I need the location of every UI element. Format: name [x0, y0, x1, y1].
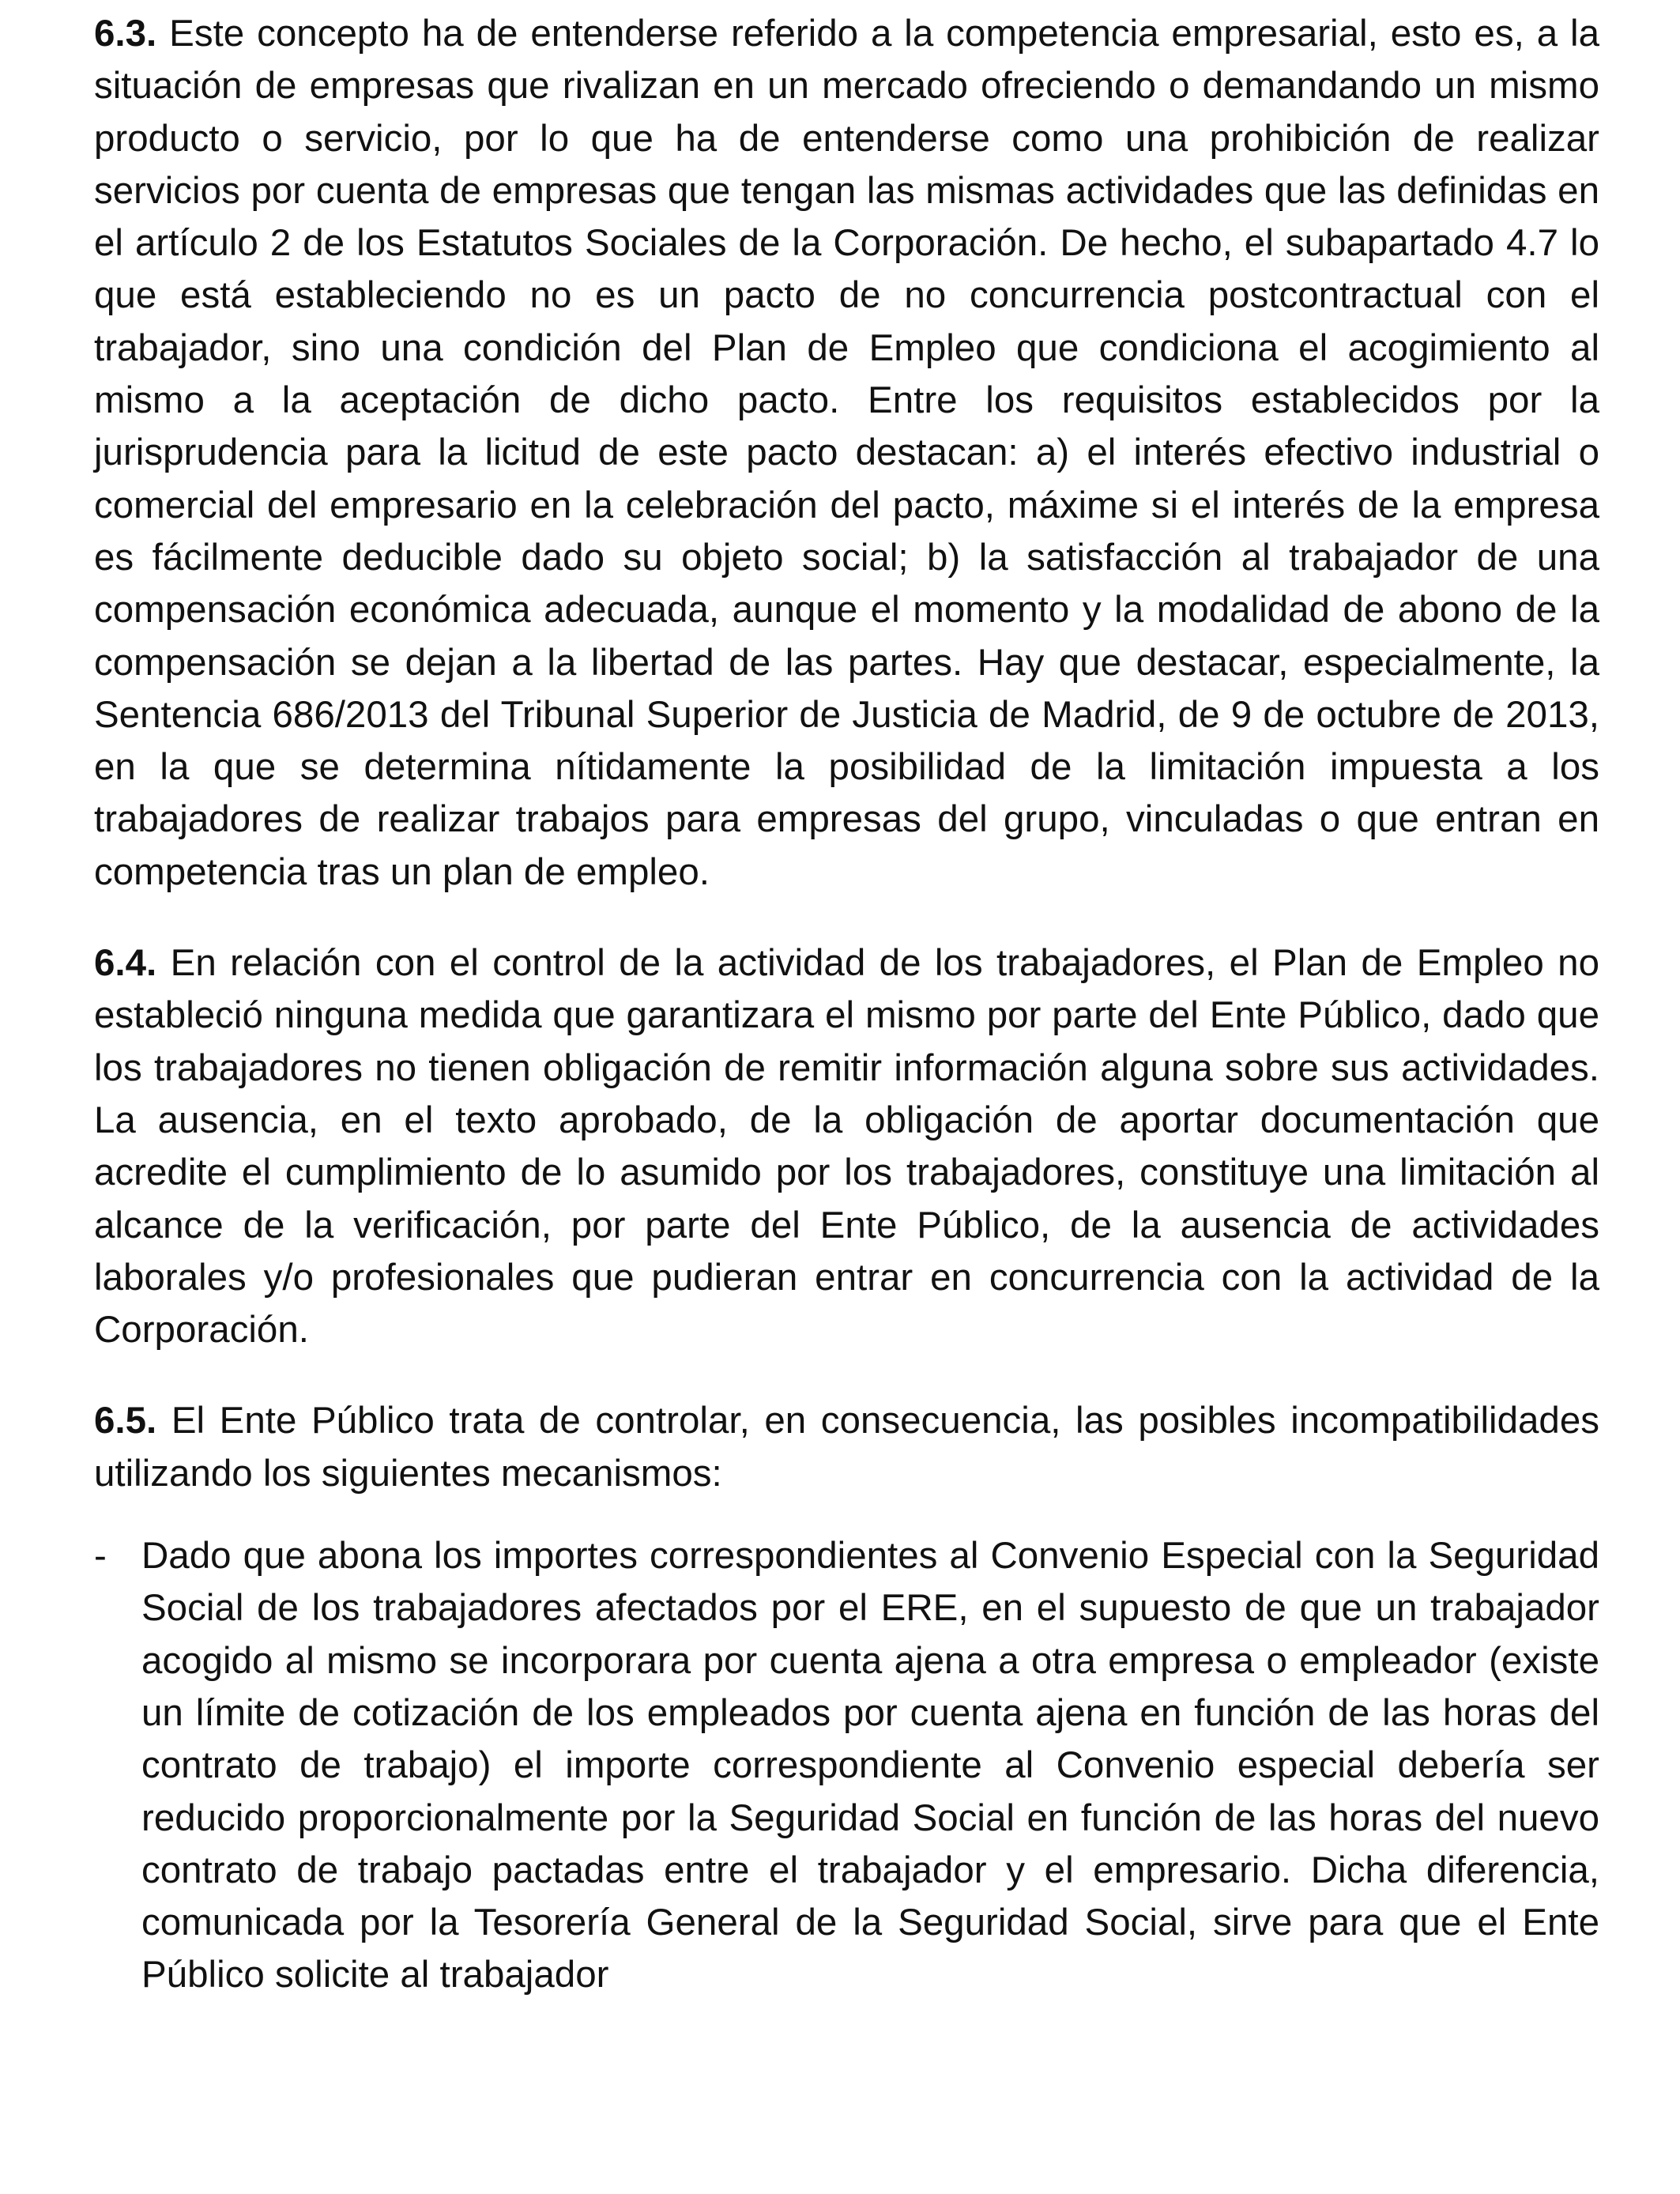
list-item-text: Dado que abona los importes correspondientes al Convenio Especial con la Seguridad Social de los trabajadores afectados por el ERE, en el supuesto de que un trabajador acogido al mismo se incorporara por cuenta ajena a otra empresa o empleador (existe un límite de cotización de los empleados por cuenta ajena en función de las horas del contrato de trabajo) el importe correspondiente al Convenio especial debería ser reducido proporcionalmente por la Seguridad Social en función de las horas del nuevo contrato de trabajo pactadas entre el trabajador y el empresario. Dicha diferencia, comunicada por la Tesorería General de la Seguridad Social, sirve para que el Ente Público solicite al trabajador [141, 1535, 1599, 1996]
section-6-3 [94, 8, 1599, 899]
section-6-4 [94, 937, 1599, 1356]
section-number: 6.5. [94, 1400, 157, 1442]
section-text: Este concepto ha de entenderse referido a la competencia empresarial, esto es, a la situación de empresas que rivalizan en un mercado ofreciendo o demandando un mismo producto o servicio, por lo que ha de entenderse como una prohibición de realizar servicios por cuenta de empresas que tengan las mismas actividades que las definidas en el artículo 2 de los Estatutos Sociales de la Corporación. De hecho, el subapartado 4.7 lo que está estableciendo no es un pacto de no concurrencia postcontractual con el trabajador, sino una condición del Plan de Empleo que condiciona el acogimiento al mismo a la aceptación de dicho pacto. Entre los requisitos establecidos por la jurisprudencia para la licitud de este pacto destacan: a) el interés efectivo industrial o comercial del empresario en la celebración del pacto, máxime si el interés de la empresa es fácilmente deducible dado su objeto social; b) la satisfacción al trabajador de una compensación económica adecuada, aunque el momento y la modalidad de abono de la compensación se dejan a la libertad de las partes. Hay que destacar, especialmente, la Sentencia 686/2013 del Tribunal Superior de Justicia de Madrid, de 9 de octubre de 2013, en la que se determina nítidamente la posibilidad de la limitación impuesta a los trabajadores de realizar trabajos para empresas del grupo, vinculadas o que entran en competencia tras un plan de empleo. [94, 13, 1600, 893]
section-number: 6.4. [94, 942, 157, 985]
section-text: En relación con el control de la actividad de los trabajadores, el Plan de Empleo no estableció ninguna medida que garantizara el mismo por parte del Ente Público, dado que los trabajadores no tienen obligación de remitir información alguna sobre sus actividades. La ausencia, en el texto aprobado, de la obligación de aportar documentación que acredite el cumplimiento de lo asumido por los trabajadores, constituye una limitación al alcance de la verificación, por parte del Ente Público, de la ausencia de actividades laborales y/o profesionales que pudieran entrar en concurrencia con la actividad de la Corporación. [94, 942, 1599, 1351]
list-item [94, 1530, 1599, 2002]
document-page [94, 8, 1599, 2002]
section-text: El Ente Público trata de controlar, en consecuencia, las posibles incompatibilidades utilizando los siguientes mecanismos: [94, 1400, 1599, 1495]
section-6-5 [94, 1395, 1599, 1500]
bullet-marker: - [94, 1535, 107, 1578]
section-number: 6.3. [94, 13, 157, 55]
